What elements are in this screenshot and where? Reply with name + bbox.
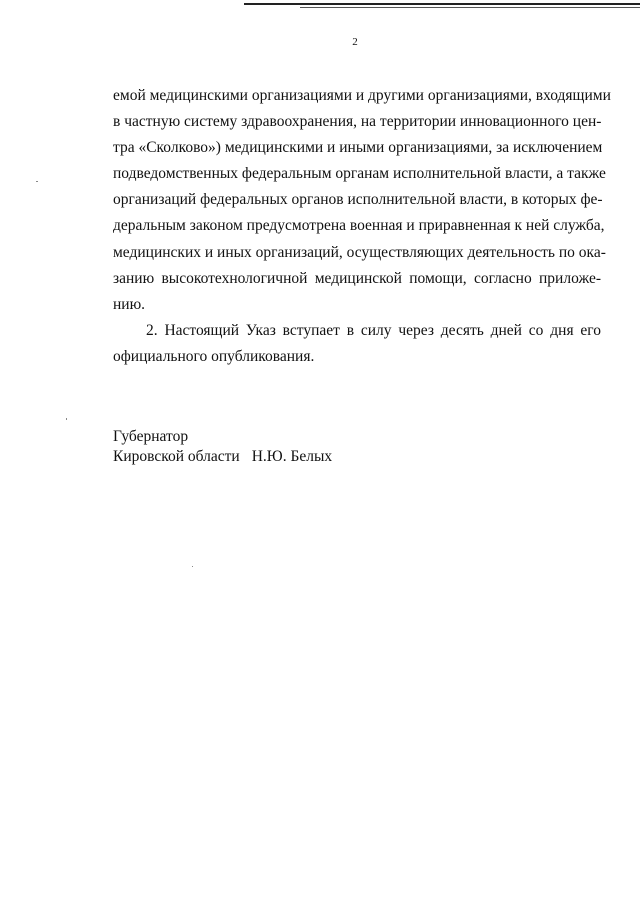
text-line: тра «Сколково») медицинскими и иными организациями, за исключением: [113, 139, 603, 157]
signature-name: Н.Ю. Белых: [251, 448, 333, 465]
text-line: в частную систему здравоохранения, на территории инновационного цен-: [113, 113, 602, 131]
scan-speck: [66, 418, 67, 420]
text-line: емой медицинскими организациями и другими организациями, входящими: [113, 87, 611, 104]
text-line: медицинских и иных организаций, осуществляющих деятельность по ока-: [113, 243, 606, 261]
text-line: деральным законом предусмотрена военная и приравненная к ней служба,: [113, 217, 605, 235]
text-line: 2. Настоящий Указ вступает в силу через десять дней со дня его: [146, 321, 601, 339]
text-line: нию.: [113, 295, 146, 313]
scan-border-line: [244, 3, 640, 5]
page-number: 2: [352, 36, 358, 48]
document-body: [113, 83, 611, 370]
signature-region-line: [113, 447, 332, 467]
paragraph-2: [113, 318, 601, 370]
scan-speck: [36, 181, 38, 182]
text-line: официального опубликования.: [113, 347, 315, 365]
signature-title: Губернатор: [113, 428, 189, 445]
signature-block: [113, 427, 332, 467]
text-line: занию высокотехнологичной медицинской помощи, согласно приложе-: [113, 269, 601, 287]
text-line: организаций федеральных органов исполнительной власти, в которых фе-: [113, 191, 603, 209]
scan-speck: [192, 566, 193, 567]
signature-region: Кировской области: [113, 448, 240, 465]
scan-border-line: [300, 7, 640, 8]
paragraph-1: [113, 83, 611, 318]
text-line: подведомственных федеральным органам исполнительной власти, а также: [113, 165, 606, 183]
